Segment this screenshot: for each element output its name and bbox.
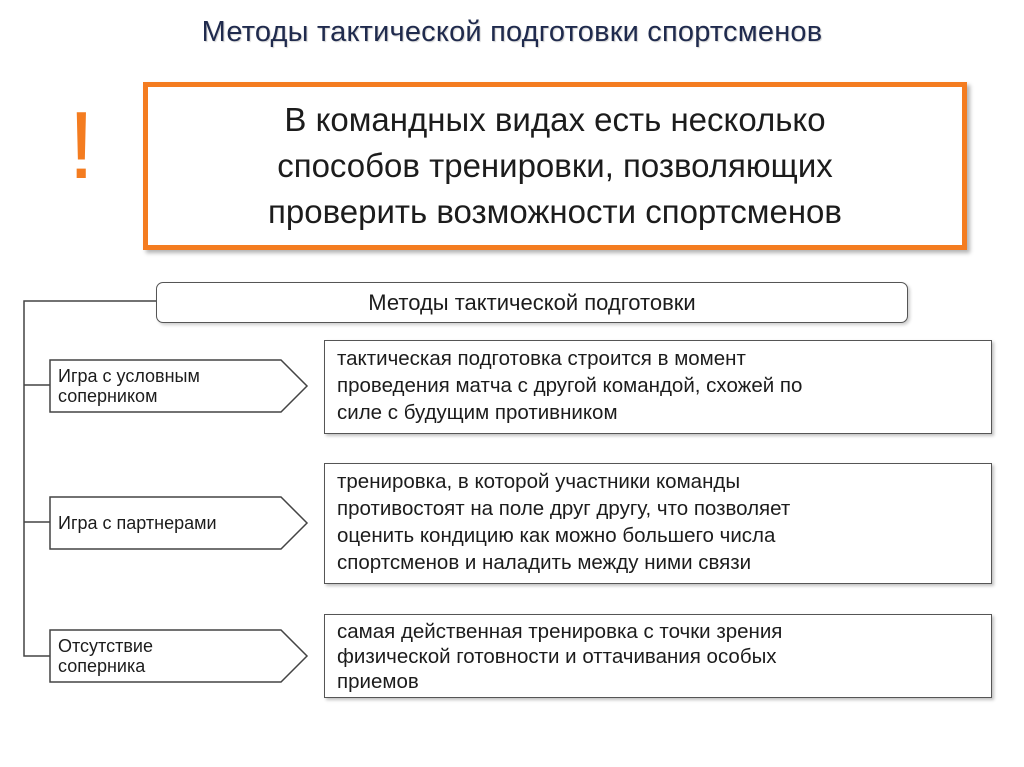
method-description-3 — [324, 614, 992, 698]
description-line: спортсменов и наладить между ними связи — [337, 551, 752, 574]
description-line: приемов — [337, 670, 419, 693]
description-line: самая действенная тренировка с точки зрения — [337, 620, 783, 643]
description-line: проведения матча с другой командой, схожей по — [337, 374, 803, 397]
description-line: оценить кондицию как можно большего числа — [337, 524, 776, 547]
description-line: тактическая подготовка строится в момент — [337, 347, 746, 370]
callout-line: способов тренировки, позволяющих — [277, 147, 833, 184]
connector-trunk — [24, 301, 156, 656]
method-label-3 — [58, 636, 153, 676]
method-label-line: Отсутствие — [58, 636, 153, 656]
callout-line: В командных видах есть несколько — [284, 101, 826, 138]
method-label-line: Игра с партнерами — [58, 513, 217, 533]
methods-header: Методы тактической подготовки — [156, 282, 908, 323]
description-line: силе с будущим противником — [337, 401, 618, 424]
description-line: тренировка, в которой участники команды — [337, 470, 741, 493]
exclamation-icon: ! — [68, 92, 95, 199]
description-line: физической готовности и оттачивания особых — [337, 645, 777, 668]
method-label-line: Игра с условным — [58, 366, 200, 386]
method-description-1 — [324, 340, 992, 434]
page-title: Методы тактической подготовки спортсменов — [201, 16, 823, 48]
method-label-line: соперника — [58, 656, 146, 676]
description-line: противостоят на поле друг другу, что позволяет — [337, 497, 791, 520]
method-label-1 — [58, 366, 200, 406]
callout-line: проверить возможности спортсменов — [268, 193, 842, 230]
method-label-line: соперником — [58, 386, 158, 406]
method-label-2 — [58, 513, 217, 533]
method-description-2 — [324, 463, 992, 584]
